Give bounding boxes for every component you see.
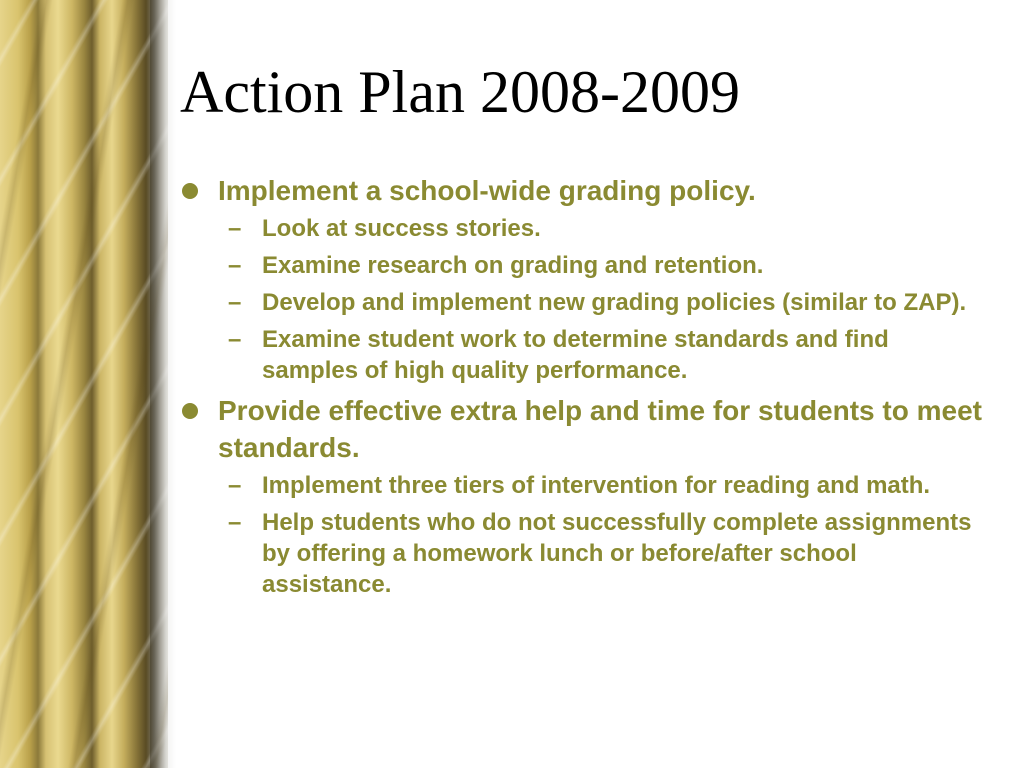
bullet-item-2 [180, 392, 1000, 466]
sub-bullet-2-1 [180, 470, 982, 501]
sub-bullet-text: Examine student work to determine standards and find samples of high quality performance. [262, 326, 889, 384]
dash-icon: – [228, 289, 242, 316]
dash-icon: – [228, 509, 242, 536]
sub-bullet-2-2 [180, 507, 982, 600]
sub-bullet-text: Develop and implement new grading policies (similar to ZAP). [262, 289, 967, 316]
column-shadow [150, 0, 176, 768]
sub-bullet-text: Examine research on grading and retention. [262, 252, 764, 279]
bullet-item-1 [180, 172, 1000, 209]
bullet-text: Provide effective extra help and time for students to meet standards. [218, 395, 982, 463]
bullet-list [180, 172, 1000, 606]
sub-bullet-1-2 [180, 250, 982, 281]
sub-bullet-text: Look at success stories. [262, 215, 541, 242]
dash-icon: – [228, 252, 242, 279]
dash-icon: – [228, 215, 242, 242]
sub-bullet-text: Implement three tiers of intervention for reading and math. [262, 472, 931, 499]
sub-bullet-1-3 [180, 287, 982, 318]
dash-icon: – [228, 326, 242, 353]
sub-bullet-1-1 [180, 213, 982, 244]
bullet-text: Implement a school-wide grading policy. [218, 175, 756, 206]
sub-bullet-text: Help students who do not successfully complete assignments by offering a homework lunch or before/after school assistance. [262, 509, 972, 598]
bullet-dot-icon [182, 403, 198, 419]
sub-bullet-1-4 [180, 324, 982, 386]
decorative-gold-column [0, 0, 168, 768]
dash-icon: – [228, 472, 242, 499]
slide-title: Action Plan 2008-2009 [180, 59, 740, 125]
bullet-dot-icon [182, 183, 198, 199]
column-texture [0, 0, 168, 768]
